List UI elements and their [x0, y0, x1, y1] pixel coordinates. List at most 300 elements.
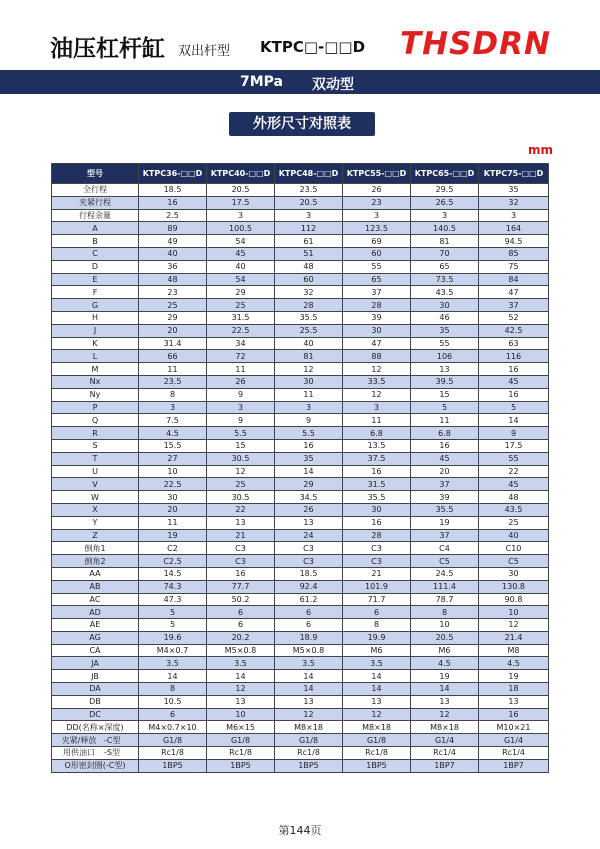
table-cell: C2.5	[139, 555, 207, 568]
table-cell: 28	[343, 529, 411, 542]
table-cell: 13	[207, 695, 275, 708]
table-cell: 5	[139, 619, 207, 632]
brand-logo: THSDRN	[400, 26, 551, 62]
table-row	[52, 260, 549, 273]
table-cell: 28	[275, 299, 343, 312]
table-cell: 47.3	[139, 593, 207, 606]
table-cell: 3	[207, 209, 275, 222]
table-cell: 9	[207, 414, 275, 427]
table-cell: 30	[139, 491, 207, 504]
table-cell: 75	[479, 260, 549, 273]
table-cell: 13.5	[343, 439, 411, 452]
header-model: 型号	[52, 164, 139, 184]
table-cell: 16	[479, 363, 549, 376]
row-label	[52, 747, 139, 760]
table-cell: 35.5	[343, 491, 411, 504]
table-row	[52, 388, 549, 401]
table-cell: 36	[139, 260, 207, 273]
row-label: R	[52, 427, 139, 440]
table-cell: 16	[207, 567, 275, 580]
table-cell: 25	[207, 478, 275, 491]
table-cell: 10	[207, 708, 275, 721]
table-cell: 45	[479, 375, 549, 388]
table-cell: G1/8	[343, 734, 411, 747]
table-cell: 3.5	[139, 657, 207, 670]
table-cell: 29	[275, 478, 343, 491]
table-cell: 3	[343, 401, 411, 414]
row-label: S	[52, 439, 139, 452]
table-cell: G1/8	[275, 734, 343, 747]
table-cell: 140.5	[411, 222, 479, 235]
table-cell: 12	[343, 388, 411, 401]
row-label: Q	[52, 414, 139, 427]
table-row	[52, 555, 549, 568]
row-label: 行程余量	[52, 209, 139, 222]
table-cell: 35	[275, 452, 343, 465]
table-cell: 21	[343, 567, 411, 580]
table-row	[52, 299, 549, 312]
table-cell: 31.5	[207, 311, 275, 324]
table-cell: C2	[139, 542, 207, 555]
table-cell: 26.5	[411, 196, 479, 209]
table-cell: 11	[139, 516, 207, 529]
row-label: W	[52, 491, 139, 504]
table-cell: 4.5	[139, 427, 207, 440]
table-cell: 10	[139, 465, 207, 478]
table-cell: M8	[479, 644, 549, 657]
table-cell: 55	[411, 337, 479, 350]
table-cell: 19	[139, 529, 207, 542]
table-cell: 23	[139, 286, 207, 299]
table-cell: 29.5	[411, 184, 479, 197]
table-row	[52, 452, 549, 465]
row-label: AA	[52, 567, 139, 580]
table-cell: C3	[207, 542, 275, 555]
table-cell: 55	[343, 260, 411, 273]
table-cell: 14	[275, 670, 343, 683]
table-cell: 6	[275, 619, 343, 632]
table-cell: 5.5	[275, 427, 343, 440]
table-cell: 25	[207, 299, 275, 312]
row-label: JB	[52, 670, 139, 683]
table-cell: C3	[343, 542, 411, 555]
table-cell: 4.5	[479, 657, 549, 670]
table-cell: 15	[207, 439, 275, 452]
table-cell: 85	[479, 247, 549, 260]
table-cell: 35	[411, 324, 479, 337]
table-cell: 3	[139, 401, 207, 414]
table-cell: 35.5	[275, 311, 343, 324]
table-cell: 42.5	[479, 324, 549, 337]
row-label: O形密封圈(-C型)	[52, 759, 139, 772]
table-cell: 40	[207, 260, 275, 273]
table-cell: C10	[479, 542, 549, 555]
table-row	[52, 721, 549, 734]
table-row	[52, 644, 549, 657]
table-cell: 6.8	[411, 427, 479, 440]
table-row	[52, 337, 549, 350]
table-cell: 164	[479, 222, 549, 235]
table-cell: 94.5	[479, 235, 549, 248]
row-label: K	[52, 337, 139, 350]
table-cell: 24.5	[411, 567, 479, 580]
table-cell: 20.5	[411, 631, 479, 644]
table-cell: 43.5	[479, 503, 549, 516]
table-cell: 17.5	[479, 439, 549, 452]
table-cell: 37	[479, 299, 549, 312]
table-cell: 23.5	[139, 375, 207, 388]
table-cell: 130.8	[479, 580, 549, 593]
table-cell: 1BP5	[343, 759, 411, 772]
table-row	[52, 695, 549, 708]
table-row	[52, 184, 549, 197]
table-cell: 23	[343, 196, 411, 209]
table-row	[52, 503, 549, 516]
table-row	[52, 606, 549, 619]
table-cell: M8×18	[275, 721, 343, 734]
row-label: 倒角1	[52, 542, 139, 555]
table-cell: 19.6	[139, 631, 207, 644]
table-cell: 77.7	[207, 580, 275, 593]
row-label: L	[52, 350, 139, 363]
table-cell: M10×21	[479, 721, 549, 734]
table-cell: 3.5	[343, 657, 411, 670]
row-label: T	[52, 452, 139, 465]
row-label	[52, 734, 139, 747]
table-cell: 19	[479, 670, 549, 683]
table-cell: 18	[479, 683, 549, 696]
table-cell: M4×0.7×10	[139, 721, 207, 734]
table-cell: 10.5	[139, 695, 207, 708]
table-cell: 1BP5	[207, 759, 275, 772]
table-cell: 123.5	[343, 222, 411, 235]
table-cell: C3	[275, 542, 343, 555]
row-label: Ny	[52, 388, 139, 401]
table-cell: Rc1/8	[139, 747, 207, 760]
table-row	[52, 567, 549, 580]
table-row	[52, 414, 549, 427]
table-cell: 40	[139, 247, 207, 260]
table-cell: 3	[411, 209, 479, 222]
table-cell: 3	[479, 209, 549, 222]
table-cell: 66	[139, 350, 207, 363]
row-label: P	[52, 401, 139, 414]
table-cell: 20	[411, 465, 479, 478]
table-cell: 30.5	[207, 452, 275, 465]
row-label: A	[52, 222, 139, 235]
table-cell: 6	[207, 606, 275, 619]
table-cell: 5	[411, 401, 479, 414]
table-cell: 31.5	[343, 478, 411, 491]
table-cell: 19	[411, 516, 479, 529]
table-row	[52, 657, 549, 670]
table-row	[52, 311, 549, 324]
table-cell: Rc1/4	[411, 747, 479, 760]
table-cell: 12	[275, 363, 343, 376]
table-cell: 11	[411, 414, 479, 427]
table-cell: 90.8	[479, 593, 549, 606]
row-label: AB	[52, 580, 139, 593]
table-cell: 106	[411, 350, 479, 363]
table-cell: 12	[343, 708, 411, 721]
row-label: 倒角2	[52, 555, 139, 568]
page-subtitle: 双出杆型	[178, 44, 231, 59]
table-cell: C4	[411, 542, 479, 555]
table-cell: 8	[139, 388, 207, 401]
table-cell: 8	[343, 619, 411, 632]
table-row	[52, 708, 549, 721]
table-cell: 28	[343, 299, 411, 312]
table-header-row	[52, 164, 549, 184]
row-label: DA	[52, 683, 139, 696]
table-cell: 1BP5	[139, 759, 207, 772]
row-label: U	[52, 465, 139, 478]
table-cell: 3.5	[207, 657, 275, 670]
table-cell: 40	[479, 529, 549, 542]
row-label: DB	[52, 695, 139, 708]
row-label: DC	[52, 708, 139, 721]
table-cell: 60	[275, 273, 343, 286]
table-cell: G1/8	[139, 734, 207, 747]
table-cell: 1BP5	[275, 759, 343, 772]
row-label: C	[52, 247, 139, 260]
table-cell: 39	[343, 311, 411, 324]
table-cell: 19	[411, 670, 479, 683]
table-cell: M6	[411, 644, 479, 657]
table-row	[52, 363, 549, 376]
table-cell: 71.7	[343, 593, 411, 606]
table-row	[52, 273, 549, 286]
table-cell: 45	[479, 478, 549, 491]
pressure-label: 7MPa	[240, 74, 284, 90]
table-cell: 3	[275, 209, 343, 222]
table-cell: 81	[275, 350, 343, 363]
table-cell: M5×0.8	[275, 644, 343, 657]
table-row	[52, 350, 549, 363]
row-label: CA	[52, 644, 139, 657]
row-label: Nx	[52, 375, 139, 388]
table-cell: 16	[479, 708, 549, 721]
action-type-label: 双动型	[312, 77, 354, 93]
table-cell: 2.5	[139, 209, 207, 222]
table-cell: 43.5	[411, 286, 479, 299]
table-cell: 24	[275, 529, 343, 542]
table-row	[52, 529, 549, 542]
page-number: 第144页	[278, 824, 322, 837]
table-cell: 84	[479, 273, 549, 286]
table-cell: 60	[343, 247, 411, 260]
table-cell: 92.4	[275, 580, 343, 593]
table-cell: 14	[139, 670, 207, 683]
table-cell: 112	[275, 222, 343, 235]
table-cell: 22.5	[207, 324, 275, 337]
table-cell: 26	[343, 184, 411, 197]
table-cell: 19.9	[343, 631, 411, 644]
table-cell: 100.5	[207, 222, 275, 235]
table-cell: 61.2	[275, 593, 343, 606]
table-cell: 55	[479, 452, 549, 465]
table-cell: G1/4	[479, 734, 549, 747]
table-cell: Rc1/8	[275, 747, 343, 760]
table-cell: 13	[343, 695, 411, 708]
table-cell: 4.5	[411, 657, 479, 670]
table-cell: 21.4	[479, 631, 549, 644]
table-cell: Rc1/8	[343, 747, 411, 760]
table-cell: 20.2	[207, 631, 275, 644]
table-row	[52, 542, 549, 555]
table-cell: 10	[411, 619, 479, 632]
table-row	[52, 324, 549, 337]
table-cell: 14	[275, 465, 343, 478]
table-cell: 16	[275, 439, 343, 452]
table-cell: 12	[275, 708, 343, 721]
table-cell: 29	[207, 286, 275, 299]
table-cell: 30	[343, 324, 411, 337]
header-column: KTPC36-□□D	[139, 164, 207, 184]
table-cell: C3	[275, 555, 343, 568]
row-label: 夹紧行程	[52, 196, 139, 209]
table-row	[52, 401, 549, 414]
table-cell: 46	[411, 311, 479, 324]
table-cell: 25	[139, 299, 207, 312]
header-column: KTPC48-□□D	[275, 164, 343, 184]
table-cell: 74.3	[139, 580, 207, 593]
table-cell: 10	[479, 606, 549, 619]
table-cell: 14	[207, 670, 275, 683]
table-cell: G1/8	[207, 734, 275, 747]
table-cell: C5	[411, 555, 479, 568]
table-cell: 13	[275, 516, 343, 529]
table-cell: 6	[343, 606, 411, 619]
table-row	[52, 247, 549, 260]
table-cell: 6	[139, 708, 207, 721]
table-cell: 48	[139, 273, 207, 286]
row-label: AE	[52, 619, 139, 632]
table-cell: 65	[411, 260, 479, 273]
header-column: KTPC75-□□D	[479, 164, 549, 184]
table-cell: 9	[275, 414, 343, 427]
table-row	[52, 670, 549, 683]
row-label: D	[52, 260, 139, 273]
table-cell: 11	[139, 363, 207, 376]
table-cell: 13	[411, 695, 479, 708]
table-cell: 8	[139, 683, 207, 696]
row-label: DD(名称×深度)	[52, 721, 139, 734]
table-row	[52, 235, 549, 248]
table-row	[52, 580, 549, 593]
table-cell: 17.5	[207, 196, 275, 209]
table-row	[52, 683, 549, 696]
table-cell: 22	[479, 465, 549, 478]
table-cell: 5	[139, 606, 207, 619]
table-cell: 30	[479, 567, 549, 580]
table-cell: 3.5	[275, 657, 343, 670]
table-cell: 7.5	[139, 414, 207, 427]
table-cell: C3	[343, 555, 411, 568]
table-cell: 11	[343, 414, 411, 427]
header-band	[0, 70, 600, 94]
section-title: 外形尺寸对照表	[229, 112, 375, 136]
row-label: 全行程	[52, 184, 139, 197]
table-cell: 18.9	[275, 631, 343, 644]
table-row	[52, 491, 549, 504]
row-label: M	[52, 363, 139, 376]
port-type-label: -S型	[104, 748, 120, 758]
header-column: KTPC55-□□D	[343, 164, 411, 184]
port-label: 夹紧/释放	[61, 735, 97, 745]
table-cell: 8	[411, 606, 479, 619]
port-type-label: -C型	[104, 735, 121, 745]
table-cell: 34.5	[275, 491, 343, 504]
row-label: E	[52, 273, 139, 286]
page-title: 油压杠杆缸	[50, 36, 165, 62]
row-label: G	[52, 299, 139, 312]
table-cell: 5	[479, 401, 549, 414]
table-cell: 23.5	[275, 184, 343, 197]
table-cell: 3	[207, 401, 275, 414]
table-cell: 32	[275, 286, 343, 299]
table-cell: M6×15	[207, 721, 275, 734]
table-cell: 1BP7	[479, 759, 549, 772]
table-cell: 81	[411, 235, 479, 248]
table-cell: 14	[343, 683, 411, 696]
table-cell: 50.2	[207, 593, 275, 606]
table-cell: 40	[275, 337, 343, 350]
model-code: KTPC□-□□D	[260, 38, 366, 56]
table-cell: 14	[411, 683, 479, 696]
table-cell: 45	[207, 247, 275, 260]
table-cell: 78.7	[411, 593, 479, 606]
table-cell: 6	[275, 606, 343, 619]
row-label: F	[52, 286, 139, 299]
table-cell: 12	[207, 683, 275, 696]
table-cell: 22	[207, 503, 275, 516]
table-cell: 116	[479, 350, 549, 363]
table-cell: 49	[139, 235, 207, 248]
table-cell: 14	[275, 683, 343, 696]
port-label: 用供油口	[63, 748, 95, 758]
table-row	[52, 759, 549, 772]
table-cell: C3	[207, 555, 275, 568]
table-cell: 52	[479, 311, 549, 324]
table-cell: 16	[343, 516, 411, 529]
table-cell: 26	[275, 503, 343, 516]
row-label: Y	[52, 516, 139, 529]
table-cell: 21	[207, 529, 275, 542]
table-cell: C5	[479, 555, 549, 568]
table-cell: 29	[139, 311, 207, 324]
table-cell: 16	[479, 388, 549, 401]
row-label: AG	[52, 631, 139, 644]
table-cell: 88	[343, 350, 411, 363]
table-row	[52, 747, 549, 760]
table-row	[52, 478, 549, 491]
table-cell: 16	[343, 465, 411, 478]
table-row	[52, 427, 549, 440]
table-row	[52, 222, 549, 235]
table-cell: 9	[479, 427, 549, 440]
table-row	[52, 196, 549, 209]
table-cell: 9	[207, 388, 275, 401]
table-cell: 20	[139, 324, 207, 337]
table-cell: M8×18	[411, 721, 479, 734]
table-row	[52, 209, 549, 222]
row-label: AD	[52, 606, 139, 619]
row-label: X	[52, 503, 139, 516]
table-cell: 37.5	[343, 452, 411, 465]
table-cell: M8×18	[343, 721, 411, 734]
table-cell: 6.8	[343, 427, 411, 440]
